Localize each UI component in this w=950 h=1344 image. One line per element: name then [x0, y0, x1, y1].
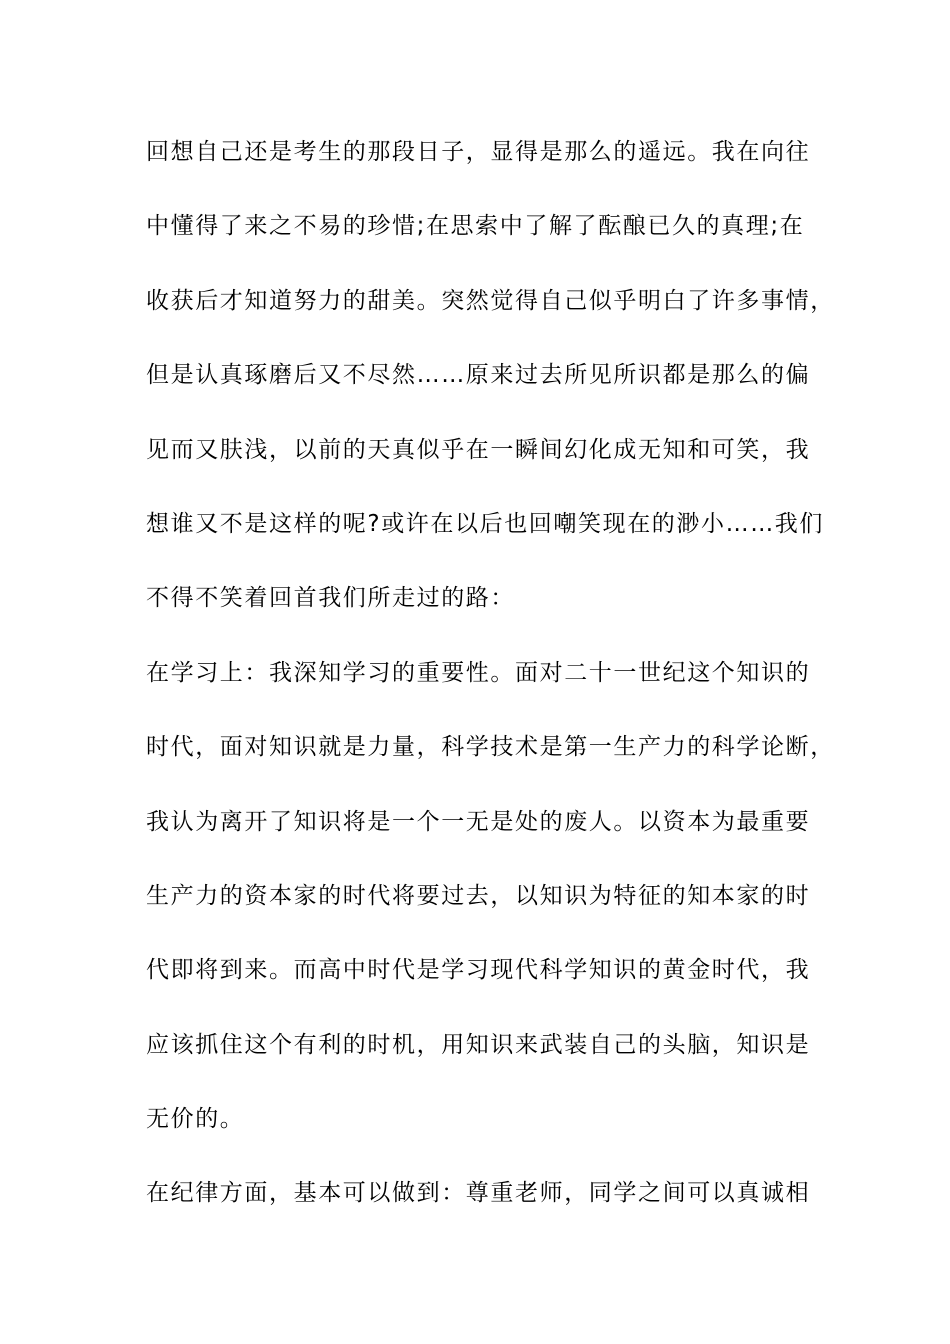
text-line: 在学习上：我深知学习的重要性。面对二十一世纪这个知识的: [146, 659, 811, 686]
text-line: 不得不笑着回首我们所走过的路：: [146, 585, 515, 612]
text-line: 代即将到来。而高中时代是学习现代科学知识的黄金时代，我: [146, 957, 811, 984]
text-line: 回想自己还是考生的那段日子，显得是那么的遥远。我在向往: [146, 139, 811, 165]
text-line: 但是认真琢磨后又不尽然……原来过去所见所识都是那么的偏: [146, 362, 811, 389]
text-line: 在纪律方面，基本可以做到：尊重老师，同学之间可以真诚相: [146, 1180, 811, 1207]
text-line: 见而又肤浅，以前的天真似乎在一瞬间幻化成无知和可笑，我: [146, 436, 811, 463]
text-line: 生产力的资本家的时代将要过去，以知识为特征的知本家的时: [146, 882, 811, 909]
text-line: 应该抓住这个有利的时机，用知识来武装自己的头脑，知识是: [146, 1031, 811, 1058]
text-line: 时代，面对知识就是力量，科学技术是第一生产力的科学论断，: [146, 734, 835, 761]
text-line: 无价的。: [146, 1106, 245, 1133]
text-line: 我认为离开了知识将是一个一无是处的废人。以资本为最重要: [146, 808, 811, 835]
document-body: [146, 130, 836, 1246]
text-line: 收获后才知道努力的甜美。突然觉得自己似乎明白了许多事情，: [146, 287, 835, 314]
text-line: 想谁又不是这样的呢?或许在以后也回嘲笑现在的渺小……我们: [146, 510, 825, 537]
text-line: 中懂得了来之不易的珍惜;在思索中了解了酝酿已久的真理;在: [146, 213, 805, 240]
